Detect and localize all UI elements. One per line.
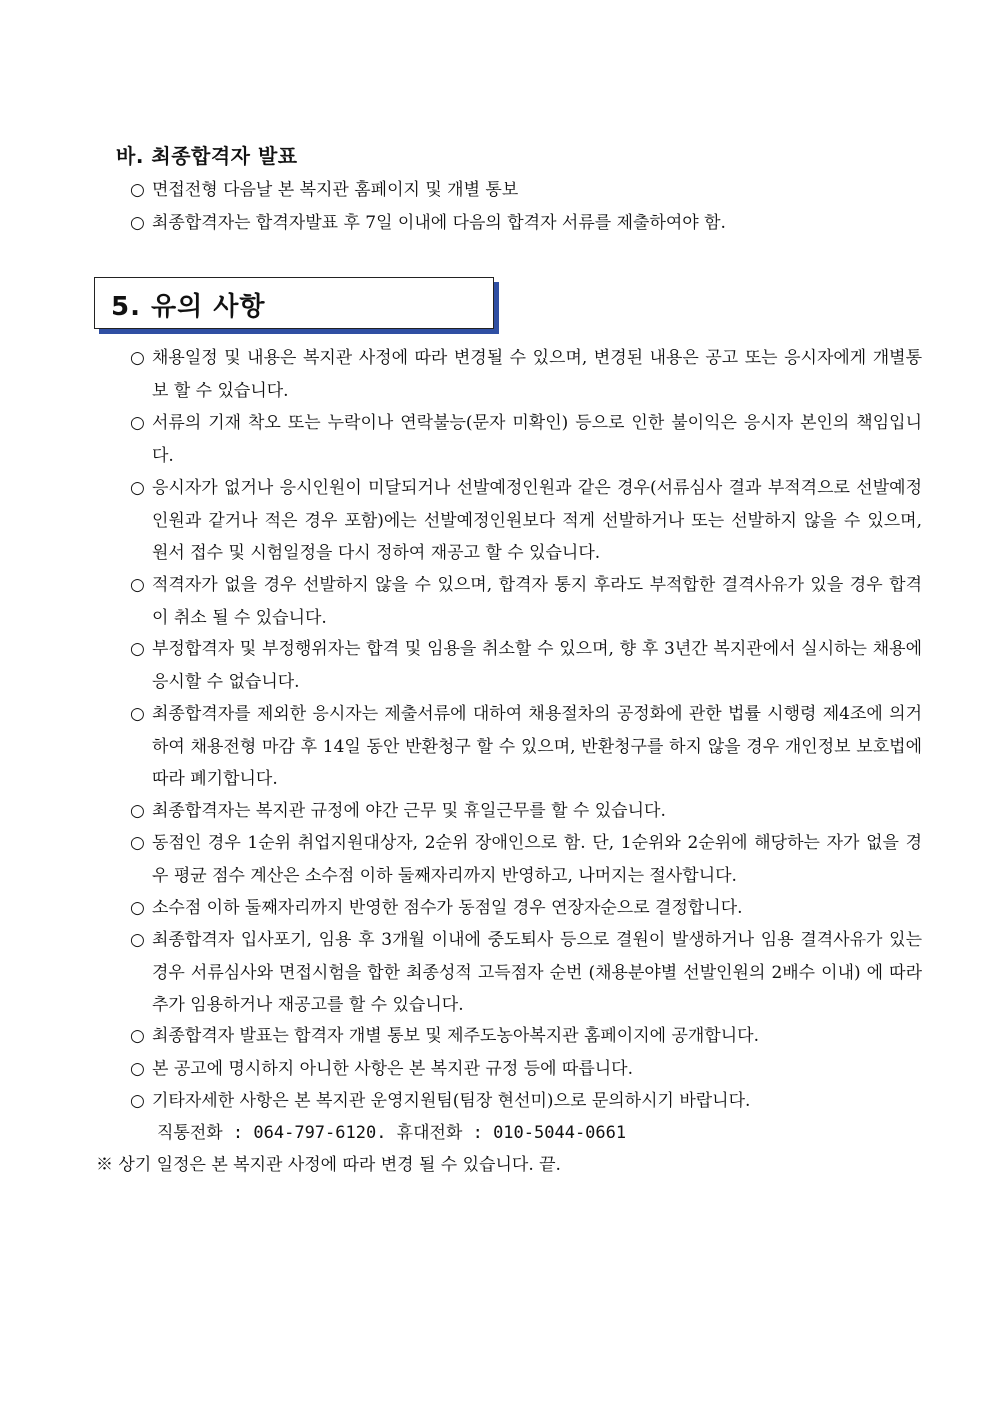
list-item-text: 최종합격자 입사포기, 임용 후 3개월 이내에 중도퇴사 등으로 결원이 발생하거나 임용 결격사유가 있는 경우 서류심사와 면접시험을 합한 최종성적 고득점자 순번 (채용분야별 선발인원의 2배수 이내) 에 따라 추가 임용하거나 재공고를 할 수 있습니다. [152,930,922,1015]
list-item-text: 본 공고에 명시하지 아니한 사항은 본 복지관 규정 등에 따릅니다. [152,1059,634,1079]
list-item [130,633,922,698]
list-item [130,1020,922,1053]
circle-bullet-icon: ○ [130,575,145,595]
circle-bullet-icon: ○ [130,930,145,950]
circle-bullet-icon: ○ [130,704,145,724]
list-item [130,1085,922,1118]
circle-bullet-icon: ○ [130,1059,145,1079]
circle-bullet-icon: ○ [130,639,145,659]
circle-bullet-icon: ○ [130,833,145,853]
circle-bullet-icon: ○ [130,898,145,918]
list-item [130,1053,922,1086]
list-item-text: 동점인 경우 1순위 취업지원대상자, 2순위 장애인으로 함. 단, 1순위와 2순위에 해당하는 자가 없을 경우 평균 점수 계산은 소수점 이하 둘째자리까지 반영하고, 나머지는 절사합니다. [152,833,922,886]
circle-bullet-icon: ○ [130,1091,145,1111]
contact-phone-line: 직통전화 : 064-797-6120. 휴대전화 : 010-5044-0661 [157,1123,627,1143]
circle-bullet-icon: ○ [130,348,145,368]
circle-bullet-icon: ○ [130,478,145,498]
circle-bullet-icon: ○ [130,413,145,433]
list-item-text: 부정합격자 및 부정행위자는 합격 및 임용을 취소할 수 있으며, 향 후 3년간 복지관에서 실시하는 채용에 응시할 수 없습니다. [152,639,922,692]
circle-bullet-icon: ○ [130,1026,145,1046]
list-item-text: 서류의 기재 착오 또는 누락이나 연락불능(문자 미확인) 등으로 인한 불이익은 응시자 본인의 책임입니다. [152,413,922,466]
section-title-box [94,277,494,329]
list-item-text: 면접전형 다음날 본 복지관 홈페이지 및 개별 통보 [152,180,519,200]
section-title: 5. 유의 사항 [111,292,266,322]
list-item-text: 최종합격자는 복지관 규정에 야간 근무 및 휴일근무를 할 수 있습니다. [152,801,666,821]
list-item-text: 소수점 이하 둘째자리까지 반영한 점수가 동점일 경우 연장자순으로 결정합니다. [152,898,743,918]
list-item [130,569,922,634]
list-item [130,342,922,407]
list-item-text: 응시자가 없거나 응시인원이 미달되거나 선발예정인원과 같은 경우(서류심사 결과 부적격으로 선발예정인원과 같거나 적은 경우 포함)에는 선발예정인원보다 적게 선발하거나 또는 선발하지 않을 수 있으며, 원서 접수 및 시험일정을 다시 정하여 재공고 할 수 있습니다. [152,478,922,563]
list-item-text: 최종합격자는 합격자발표 후 7일 이내에 다음의 합격자 서류를 제출하여야 함. [152,213,726,233]
list-item [130,407,922,472]
list-item-text: 채용일정 및 내용은 복지관 사정에 따라 변경될 수 있으며, 변경된 내용은 공고 또는 응시자에게 개별통보 할 수 있습니다. [152,348,922,401]
list-item [130,795,922,828]
list-item [130,472,922,570]
circle-bullet-icon: ○ [130,801,145,821]
list-item [130,209,726,237]
list-item [130,176,518,204]
list-item-text: 기타자세한 사항은 본 복지관 운영지원팀(팀장 현선미)으로 문의하시기 바랍니다. [152,1091,751,1111]
section-heading-ba: 바. 최종합격자 발표 [116,144,298,168]
list-item-text: 최종합격자를 제외한 응시자는 제출서류에 대하여 채용절차의 공정화에 관한 법률 시행령 제4조에 의거하여 채용전형 마감 후 14일 동안 반환청구 할 수 있으며, 반환청구를 하지 않을 경우 개인정보 보호법에 따라 폐기합니다. [152,704,922,789]
list-item [130,698,922,796]
list-item-text: 적격자가 없을 경우 선발하지 않을 수 있으며, 합격자 통지 후라도 부적합한 결격사유가 있을 경우 합격이 취소 될 수 있습니다. [152,575,922,628]
circle-bullet-icon: ○ [130,180,145,200]
list-item-text: 최종합격자 발표는 합격자 개별 통보 및 제주도농아복지관 홈페이지에 공개합니다. [152,1026,759,1046]
circle-bullet-icon: ○ [130,213,145,233]
list-item [130,924,922,1022]
list-item [130,892,922,925]
footer-note: ※ 상기 일정은 본 복지관 사정에 따라 변경 될 수 있습니다. 끝. [96,1155,561,1175]
list-item [130,827,922,892]
